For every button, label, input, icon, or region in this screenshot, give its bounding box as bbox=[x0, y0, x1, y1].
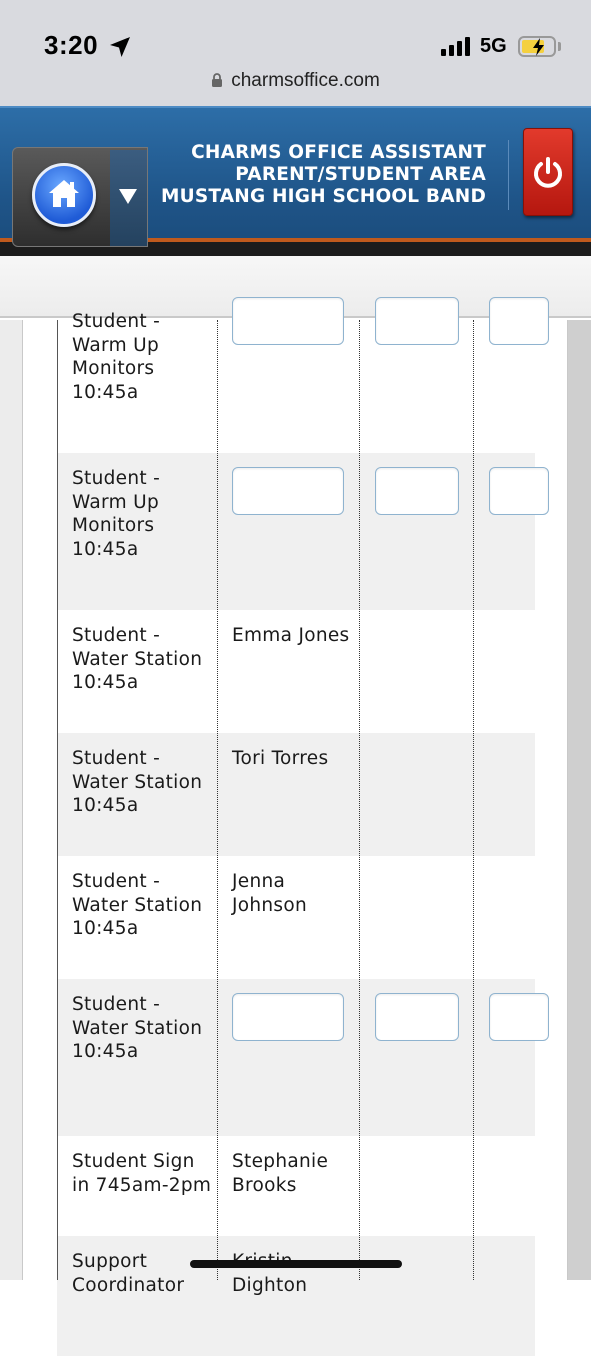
location-arrow-icon bbox=[108, 35, 132, 59]
signup-slot[interactable] bbox=[232, 993, 344, 1041]
role-cell: Student - Water Station 10:45a bbox=[72, 871, 203, 940]
scroll-rail bbox=[568, 320, 591, 1280]
volunteer-name: Jenna Johnson bbox=[232, 871, 308, 916]
volunteer-name: Dighton bbox=[232, 1274, 308, 1296]
chevron-down-icon bbox=[117, 185, 139, 207]
signup-slot[interactable] bbox=[375, 993, 459, 1041]
column-divider bbox=[217, 320, 218, 1280]
role-cell: Support Coordinator bbox=[72, 1251, 185, 1296]
url-text: charmsoffice.com bbox=[231, 70, 380, 91]
home-indicator bbox=[190, 1260, 402, 1268]
role-cell: Student - Warm Up Monitors 10:45a bbox=[72, 311, 161, 403]
column-divider bbox=[359, 320, 360, 1280]
signup-slot[interactable] bbox=[489, 297, 549, 345]
column-divider bbox=[473, 320, 474, 1280]
signup-slot[interactable] bbox=[489, 467, 549, 515]
role-cell: Student - Water Station 10:45a bbox=[72, 625, 203, 694]
signup-slot[interactable] bbox=[232, 297, 344, 345]
signup-slot[interactable] bbox=[375, 467, 459, 515]
header-title-line1: CHARMS OFFICE ASSISTANT bbox=[191, 142, 486, 163]
table-row bbox=[57, 733, 535, 856]
header-title-line2: PARENT/STUDENT AREA bbox=[235, 164, 486, 185]
role-cell: Student Sign in 745am-2pm bbox=[72, 1151, 212, 1196]
volunteer-table bbox=[57, 311, 535, 1296]
volunteer-name: Stephanie Brooks bbox=[232, 1151, 329, 1196]
header-title bbox=[150, 142, 486, 208]
table-row bbox=[57, 979, 535, 1136]
header-title-line3: MUSTANG HIGH SCHOOL BAND bbox=[161, 186, 486, 207]
table-row bbox=[57, 290, 535, 453]
table-row bbox=[57, 1236, 535, 1356]
header-divider bbox=[508, 140, 509, 210]
table-row bbox=[57, 1136, 535, 1236]
volunteer-name: Emma Jones bbox=[232, 625, 350, 646]
status-time: 3:20 bbox=[44, 30, 99, 60]
role-cell: Student - Water Station 10:45a bbox=[72, 994, 203, 1063]
role-cell: Student - Warm Up Monitors 10:45a bbox=[72, 468, 161, 560]
table-row bbox=[57, 610, 535, 733]
volunteer-name: Tori Torres bbox=[232, 748, 329, 769]
battery-tip bbox=[558, 42, 561, 51]
address-bar[interactable] bbox=[0, 70, 591, 92]
table-left-border bbox=[57, 320, 58, 1280]
power-icon bbox=[530, 155, 566, 191]
table-row bbox=[57, 453, 535, 610]
signup-slot[interactable] bbox=[489, 993, 549, 1041]
battery-charging-icon bbox=[518, 36, 556, 57]
signup-slot[interactable] bbox=[375, 297, 459, 345]
home-icon bbox=[46, 176, 82, 212]
cellular-signal-icon bbox=[441, 36, 473, 56]
lock-icon bbox=[211, 73, 223, 87]
role-cell: Student - Water Station 10:45a bbox=[72, 748, 203, 817]
table-row bbox=[57, 856, 535, 979]
network-type: 5G bbox=[480, 35, 507, 57]
signup-slot[interactable] bbox=[232, 467, 344, 515]
